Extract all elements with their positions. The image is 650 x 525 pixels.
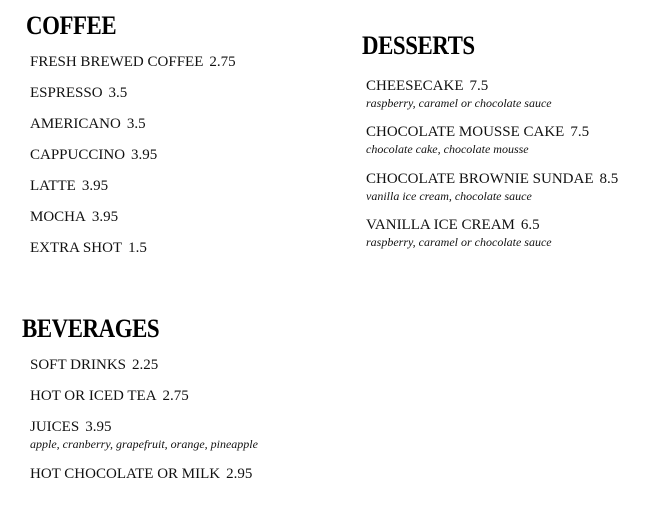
dessert-item: [366, 172, 618, 202]
item-name: CAPPUCCINO: [30, 147, 126, 163]
coffee-item: [30, 210, 118, 225]
beverage-item: [30, 467, 252, 482]
item-name: HOT CHOCOLATE OR MILK: [30, 466, 221, 482]
coffee-item: [30, 148, 157, 163]
dessert-item: [366, 218, 552, 248]
item-price: 1.5: [128, 240, 147, 256]
item-name: SOFT DRINKS: [30, 357, 126, 373]
item-description: vanilla ice cream, chocolate sauce: [366, 189, 532, 203]
item-price: 2.95: [226, 466, 253, 482]
item-price: 3.95: [85, 419, 112, 435]
item-description: raspberry, caramel or chocolate sauce: [366, 235, 552, 249]
item-name: MOCHA: [30, 209, 86, 225]
item-name: FRESH BREWED COFFEE: [30, 54, 204, 70]
beverage-item: [30, 420, 258, 450]
item-name: CHEESECAKE: [366, 78, 464, 94]
dessert-item: [366, 125, 589, 155]
dessert-item: [366, 79, 552, 109]
item-description: raspberry, caramel or chocolate sauce: [366, 96, 552, 110]
item-name: AMERICANO: [30, 116, 121, 132]
item-price: 3.95: [91, 209, 119, 225]
coffee-item: [30, 55, 236, 70]
item-name: VANILLA ICE CREAM: [366, 217, 515, 233]
item-price: 3.95: [131, 147, 158, 163]
item-name: LATTE: [30, 178, 76, 194]
desserts-heading: DESSERTS: [362, 31, 475, 60]
coffee-heading: COFFEE: [26, 11, 117, 40]
item-name: CHOCOLATE MOUSSE CAKE: [366, 124, 565, 140]
item-price: 2.75: [209, 54, 236, 70]
item-price: 8.5: [599, 171, 619, 187]
item-price: 3.5: [108, 85, 128, 101]
item-name: HOT OR ICED TEA: [30, 388, 157, 404]
item-description: chocolate cake, chocolate mousse: [366, 142, 529, 156]
item-price: 7.5: [570, 124, 590, 140]
item-name: CHOCOLATE BROWNIE SUNDAE: [366, 171, 594, 187]
item-price: 2.75: [162, 388, 189, 404]
item-name: EXTRA SHOT: [30, 240, 123, 256]
item-price: 6.5: [520, 217, 540, 233]
coffee-item: [30, 179, 108, 194]
beverage-item: [30, 389, 189, 404]
beverage-item: [30, 358, 158, 373]
item-price: 3.5: [126, 116, 146, 132]
item-name: JUICES: [30, 419, 80, 435]
coffee-item: [30, 86, 127, 101]
item-description: apple, cranberry, grapefruit, orange, pineapple: [30, 437, 258, 451]
item-price: 3.95: [81, 178, 109, 194]
coffee-item: [30, 241, 147, 256]
item-price: 7.5: [469, 78, 489, 94]
beverages-heading: BEVERAGES: [22, 314, 160, 343]
item-price: 2.25: [132, 357, 159, 373]
coffee-item: [30, 117, 146, 132]
item-name: ESPRESSO: [30, 85, 103, 101]
